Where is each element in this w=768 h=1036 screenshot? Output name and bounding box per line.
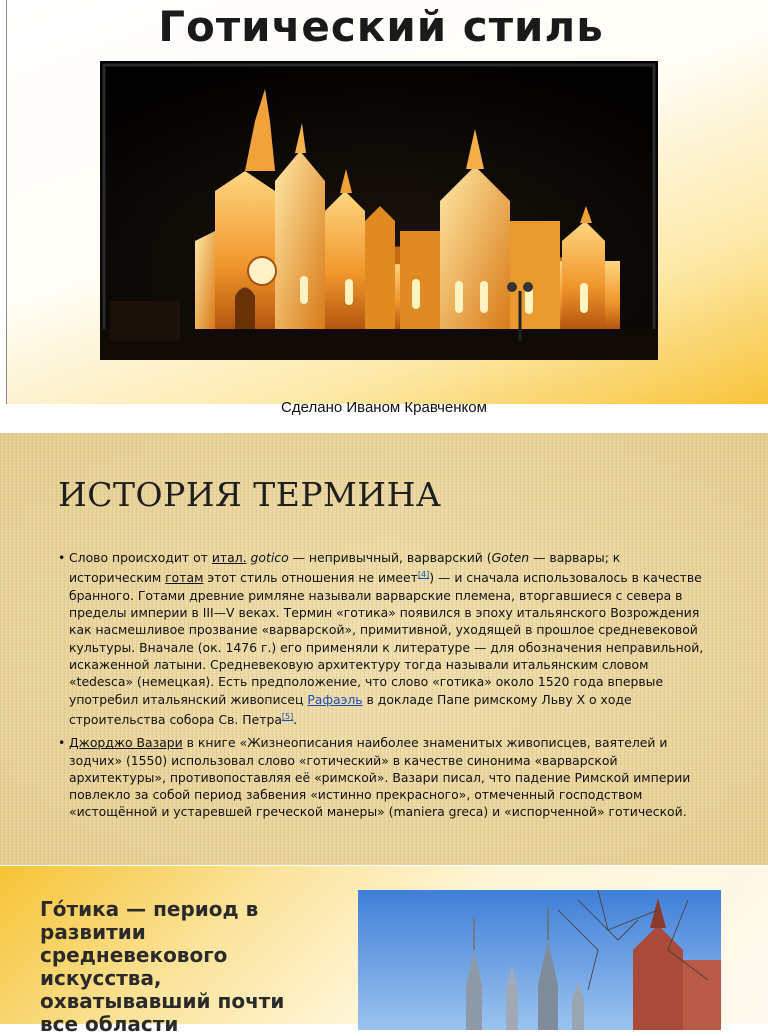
bullet-icon: •: [58, 550, 66, 565]
raphael-link[interactable]: Рафаэль: [307, 691, 363, 707]
paragraph-text: [69, 550, 703, 727]
italic-term: gotico: [250, 550, 289, 565]
term-link[interactable]: Джорджо Вазари: [69, 735, 183, 751]
text-run: в докладе Папе римскому Льву X о ходе строительства собора Св. Петра: [69, 691, 632, 727]
text-run: этот стиль отношения не имеет: [203, 570, 418, 586]
text-run: Слово происходит от: [69, 550, 212, 565]
text-run: ) — и сначала использовалось в качестве бранного. Готами древние римляне называли варварские племена, вторгавшиеся с севера в пределы империи в III—V веках. Термин «готика» появился в эпоху итальянского Возрождения как насмешливое прозвание «варварской», примитивной, уходящей в прошлое средневековой культуры. Вначале (ок. 1476 г.) его применяли к литературе — для обозначения неправильной, искаженной латыни. Средневековую архитектуру тогда называли итальянским словом «tedesca» (немецкая). Есть предположение, что слово «готика» около 1520 года впервые употребил итальянский живописец: [69, 570, 704, 707]
term-link[interactable]: готам: [165, 570, 204, 586]
cathedral-night-photo: [100, 61, 658, 360]
slide-body: [58, 549, 712, 827]
bullet-icon: •: [58, 735, 66, 751]
footnote-link[interactable]: [5]: [281, 711, 294, 721]
church-spires-photo: [358, 890, 721, 1030]
slide-heading: ИСТОРИЯ ТЕРМИНА: [58, 475, 442, 514]
paragraph-text: [69, 735, 690, 819]
italic-term: Goten: [491, 550, 530, 565]
text-run: в книге «Жизнеописания наиболее знаменитых живописцев, ваятелей и зодчих» (1550) использовал слово «готический» в качестве синонима «варварской архитектуры», противопоставляя её «римской». Вазари писал, что падение Римской империи повлекло за собой период забвения «истинно прекрасного», отмеченный господством «истощённой и устаревшей греческой манеры» (maniera greca) и «испорченной» готической.: [69, 735, 691, 820]
paragraph-origin: [58, 549, 712, 728]
cathedral-illustration: [100, 61, 658, 360]
term-link[interactable]: итал.: [211, 550, 247, 565]
text-run: — непривычный, варварский (: [288, 550, 492, 565]
text-run: — варвары; к историческим: [69, 550, 621, 586]
definition-text: Го́тика — период в развитии средневекового искусства, охватывавший почти все области: [40, 897, 285, 1036]
slide-title: Готический стиль: [158, 2, 604, 51]
slide-term-history: [0, 433, 768, 865]
slide-gothic-definition: [0, 866, 768, 1036]
author-caption: Сделано Иваном Кравченком: [281, 399, 487, 416]
footnote-link[interactable]: [4]: [417, 570, 430, 580]
slide-gothic-style: [6, 0, 768, 404]
paragraph-vasari: [58, 734, 712, 820]
text-run: .: [293, 711, 298, 727]
spires-illustration: [358, 890, 721, 1030]
